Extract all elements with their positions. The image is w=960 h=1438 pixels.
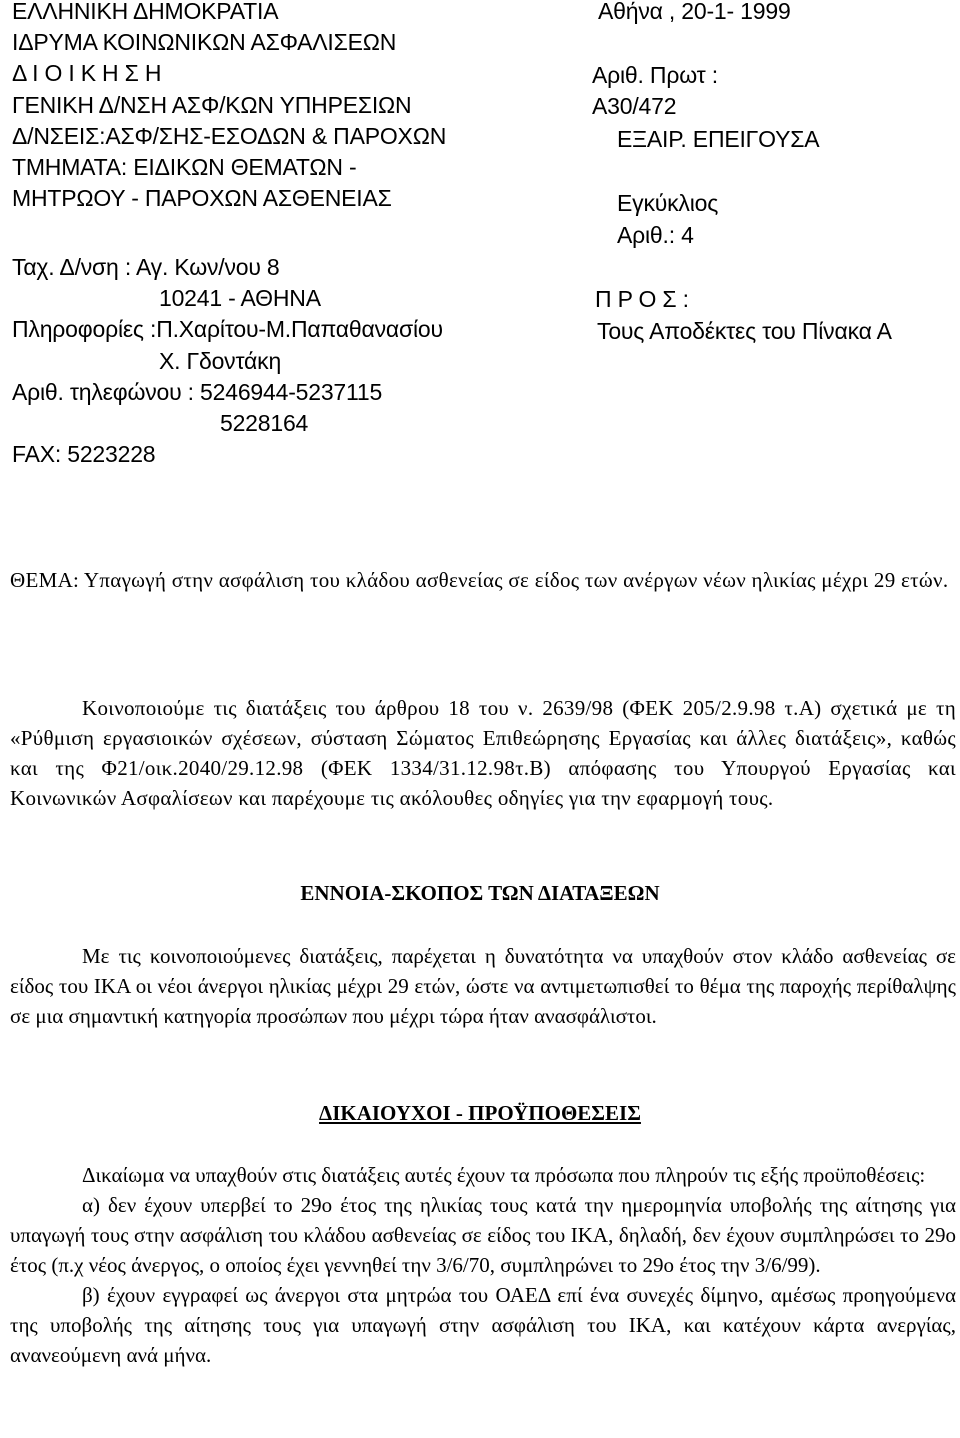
condition-b: β) έχουν εγγραφεί ως άνεργοι στα μητρώα του ΟΑΕΔ επί ένα συνεχές δίμηνο, αμέσως προηγούμενα της υποβολής της αίτησης τους για υπαγωγή στην ασφάλιση του ΙΚΑ, και κατέχουν κάρτα ανεργίας, ανανεούμενη ανά μήνα. bbox=[10, 1283, 956, 1367]
circular-number: Αριθ.: 4 bbox=[617, 222, 694, 248]
section-purpose-body bbox=[10, 941, 956, 1031]
issuer-line-7: ΜΗΤΡΩΟΥ - ΠΑΡΟΧΩΝ ΑΣΘΕΝΕΙΑΣ bbox=[12, 185, 392, 212]
fax-line: FAX: 5223228 bbox=[12, 441, 156, 468]
phone-line: Αριθ. τηλεφώνου : 5246944-5237115 bbox=[12, 378, 383, 405]
section-heading-beneficiaries: ΔΙΚΑΙΟΥΧΟΙ - ΠΡΟΫΠΟΘΕΣΕΙΣ bbox=[319, 1101, 641, 1125]
issuer-line-6: ΤΜΗΜΑΤΑ: ΕΙΔΙΚΩΝ ΘΕΜΑΤΩΝ - bbox=[12, 153, 357, 180]
subject-text: ΘΕΜΑ: Υπαγωγή στην ασφάλιση του κλάδου ασθενείας σε είδος των ανέργων νέων ηλικίας μέχρι 29 ετών. bbox=[10, 568, 949, 592]
protocol-label: Αριθ. Πρωτ : bbox=[592, 62, 718, 88]
circular-label: Εγκύκλιος bbox=[617, 190, 719, 216]
urgency-label: ΕΞΑΙΡ. ΕΠΕΙΓΟΥΣΑ bbox=[617, 126, 820, 152]
address-line: Ταχ. Δ/νση : Αγ. Κων/νου 8 bbox=[12, 254, 280, 280]
to-label: Π Ρ Ο Σ : bbox=[595, 286, 689, 312]
condition-a: α) δεν έχουν υπερβεί το 29ο έτος της ηλικίας τους κατά την ημερομηνία υποβολής της αίτησης για υπαγωγή τους στην ασφάλιση του κλάδου ασθενείας σε είδος του ΙΚΑ, δηλαδή, δεν έχουν συμπληρώσει το 29ο έτος (π.χ νέος άνεργος, ο οποίος έχει γεννηθεί την 3/6/70, συμπληρώνει το 29ο έτος την 3/6/99). bbox=[10, 1193, 956, 1277]
protocol-number: Α30/472 bbox=[592, 93, 677, 119]
contact-block bbox=[12, 252, 443, 470]
date-line: Αθήνα , 20-1- 1999 bbox=[598, 0, 791, 24]
issuer-line-5: Δ/ΝΣΕΙΣ:ΑΣΦ/ΣΗΣ-ΕΣΟΔΩΝ & ΠΑΡΟΧΩΝ bbox=[12, 122, 447, 149]
purpose-paragraph: Με τις κοινοποιούμενες διατάξεις, παρέχεται η δυνατότητα να υπαχθούν στον κλάδο ασθενείας σε είδος του ΙΚΑ οι νέοι άνεργοι ηλικίας μέχρι 29 ετών, ώστε να αντιμετωπισθεί το θέμα της παροχής περίθαλψης σε μια σημαντική κατηγορία προσώπων που μέχρι τώρα ήταν ανασφάλιστοι. bbox=[10, 944, 956, 1028]
beneficiaries-intro: Δικαίωμα να υπαχθούν στις διατάξεις αυτές έχουν τα πρόσωπα που πληρούν τις εξής προϋποθέσεις: bbox=[82, 1163, 926, 1187]
subject-block bbox=[10, 565, 956, 595]
intro-block bbox=[10, 693, 956, 813]
issuer-line-1: ΕΛΛΗΝΙΚΗ ΔΗΜΟΚΡΑΤΙΑ bbox=[12, 0, 279, 24]
address-city: 10241 - ΑΘΗΝΑ bbox=[159, 285, 321, 312]
issuer-line-4: ΓΕΝΙΚΗ Δ/ΝΣΗ ΑΣΦ/ΚΩΝ ΥΠΗΡΕΣΙΩΝ bbox=[12, 91, 412, 118]
issuer-line-3: Δ Ι Ο Ι Κ Η Σ Η bbox=[12, 60, 162, 87]
issuer-line-2: ΙΔΡΥΜΑ ΚΟΙΝΩΝΙΚΩΝ ΑΣΦΑΛΙΣΕΩΝ bbox=[12, 29, 397, 56]
intro-paragraph: Κοινοποιούμε τις διατάξεις του άρθρου 18 του ν. 2639/98 (ΦΕΚ 205/2.9.98 τ.Α) σχετικά με τη «Ρύθμιση εργασιοικών σχέσεων, σύσταση Σώματος Επιθεώρησης Εργασίας και άλλες διατάξεις», καθώς και της Φ21/οικ.2040/29.12.98 (ΦΕΚ 1334/31.12.98τ.Β) απόφασης του Υπουργού Εργασίας και Κοινωνικών Ασφαλίσεων και παρέχουμε τις ακόλουθες οδηγίες για την εφαρμογή τους. bbox=[10, 696, 956, 810]
section-heading-purpose: ΕΝΝΟΙΑ-ΣΚΟΠΟΣ ΤΩΝ ΔΙΑΤΑΞΕΩΝ bbox=[300, 881, 660, 905]
section-beneficiaries-body bbox=[10, 1160, 956, 1370]
info-line: Πληροφορίες :Π.Χαρίτου-Μ.Παπαθανασίου bbox=[12, 316, 443, 343]
issuer-header bbox=[12, 0, 446, 214]
info-extra: Χ. Γδοντάκη bbox=[159, 347, 282, 374]
phone-extra: 5228164 bbox=[220, 409, 309, 436]
recipients-line: Τους Αποδέκτες του Πίνακα Α bbox=[597, 318, 892, 344]
